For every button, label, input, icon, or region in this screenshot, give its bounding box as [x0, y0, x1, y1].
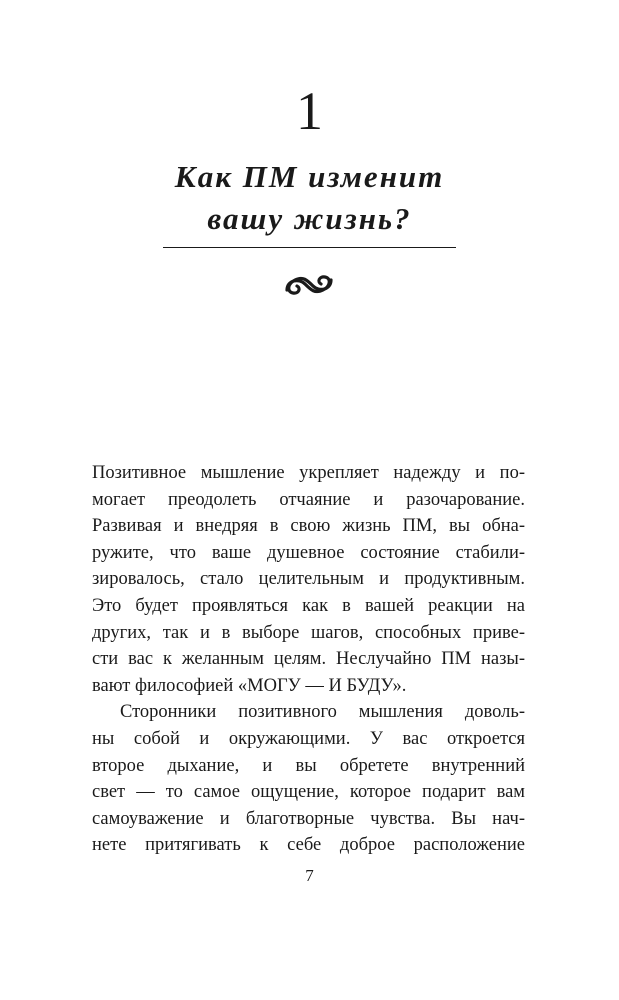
text-line: Это будет проявляться как в вашей реакции на	[92, 595, 525, 616]
body-text	[92, 460, 525, 859]
text-line: сти вас к желанным целям. Неслучайно ПМ назы-	[92, 649, 525, 670]
paragraph	[92, 460, 525, 699]
text-line: могает преодолеть отчаяние и разочарование.	[92, 489, 525, 510]
page-number: 7	[305, 866, 314, 885]
chapter-title-line: вашу жизнь?	[207, 201, 412, 236]
text-line: зировалось, стало целительным и продуктивным.	[92, 569, 525, 590]
title-divider	[163, 247, 456, 248]
chapter-title-line: Как ПМ изменит	[174, 159, 445, 194]
text-line: нете притягивать к себе доброе расположение	[92, 835, 525, 856]
text-line: Позитивное мышление укрепляет надежду и по-	[92, 463, 525, 483]
text-line: свет — то самое ощущение, которое подарит вам	[92, 782, 525, 803]
text-line: других, так и в выборе шагов, способных приве-	[92, 622, 525, 643]
text-line: ны собой и окружающими. У вас откроется	[92, 728, 525, 749]
text-line: второе дыхание, и вы обретете внутренний	[92, 755, 525, 776]
text-line: вают философией «МОГУ — И БУДУ».	[92, 675, 407, 696]
text-line: Развивая и внедряя в свою жизнь ПМ, вы обна-	[92, 516, 525, 537]
swirl-ornament-icon	[281, 268, 337, 302]
text-line: ружите, что ваше душевное состояние стабили-	[92, 542, 525, 563]
chapter-number: 1	[296, 81, 323, 141]
chapter-title	[0, 156, 619, 240]
text-line: самоуважение и благотворные чувства. Вы нач-	[92, 808, 525, 829]
text-line: Сторонники позитивного мышления доволь-	[120, 702, 525, 723]
paragraph	[92, 699, 525, 859]
